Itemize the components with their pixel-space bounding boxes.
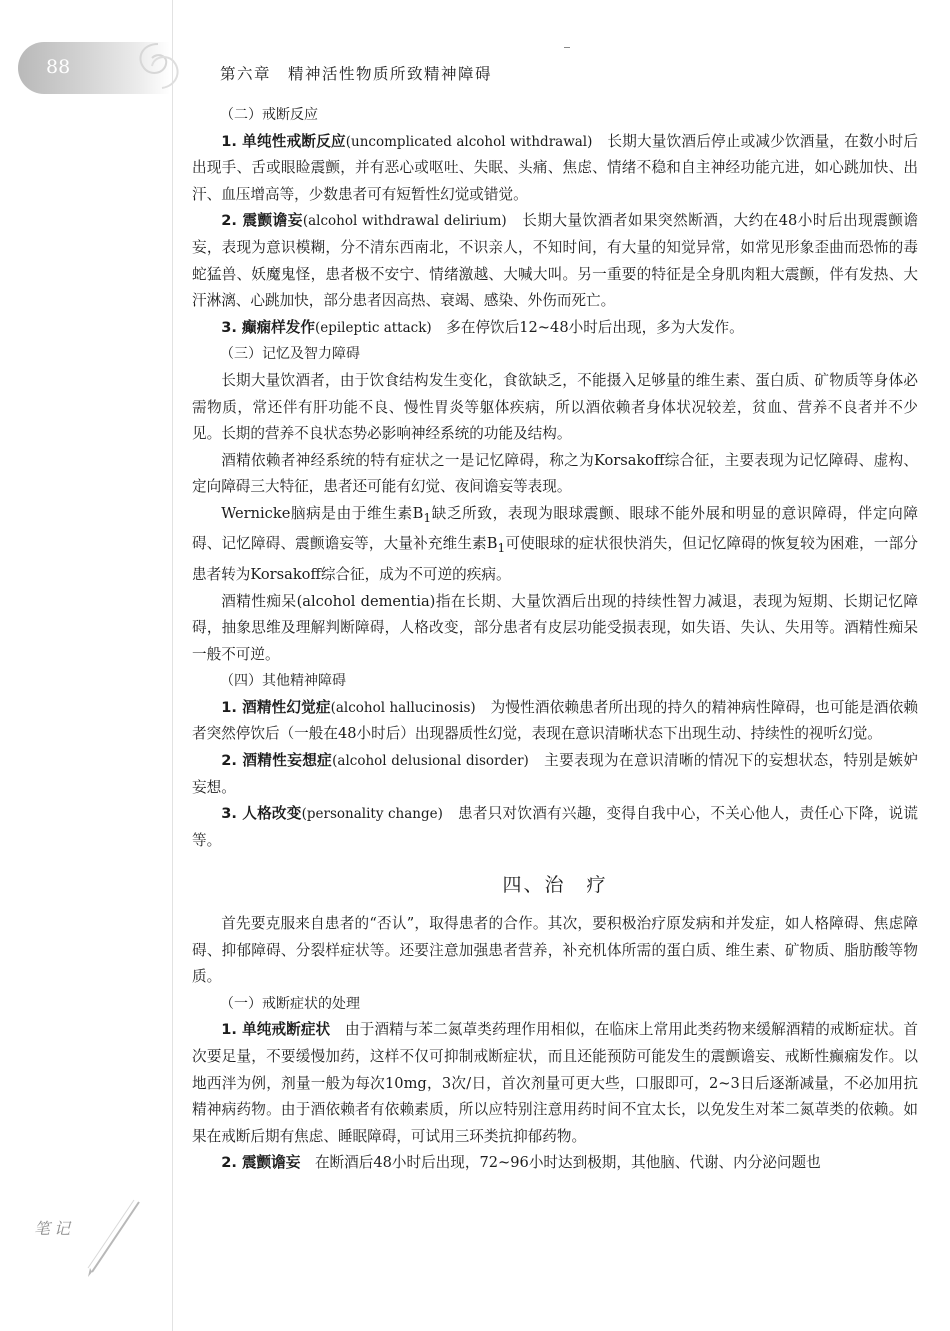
english-term: (personality change)	[301, 806, 443, 823]
print-mark	[564, 47, 570, 48]
term-heading: 3. 癫痫样发作	[221, 318, 315, 336]
paragraph-dementia: 酒精性痴呆(alcohol dementia)指在长期、大量饮酒后出现的持续性智力减退，表现为短期、长期记忆障碍，抽象思维及理解判断障碍，人格改变，部分患者有皮层功能受损表现，如失语、失认、失用等。酒精性痴呆一般不可逆。	[192, 592, 918, 663]
paragraph-uncomplicated-withdrawal	[192, 129, 918, 209]
paragraph-text: 长期大量饮酒者如果突然断酒，大约在48小时后出现震颤谵妄，表现为意识模糊，分不清东西南北，不识亲人，不知时间，有大量的知觉异常，如常见形象歪曲而恐怖的毒蛇猛兽、妖魔鬼怪，患者极不安宁、情绪激越、大喊大叫。另一重要的特征是全身肌肉粗大震颤，伴有发热、大汗淋漓、心跳加快，部分患者因高热、衰竭、感染、外伤而死亡。	[192, 212, 918, 310]
swirl-ornament-icon	[128, 36, 188, 96]
subheading-other: （四）其他精神障碍	[220, 673, 346, 690]
paragraph-hallucinosis	[192, 695, 918, 748]
english-term: (alcohol hallucinosis)	[330, 699, 476, 716]
paragraph-text: 为慢性酒依赖患者所出现的持久的精神病性障碍，也可能是酒依赖者突然停饮后（一般在48小时后）出现器质性幻觉，表现在意识清晰状态下出现生动、持续性的视听幻觉。	[192, 698, 918, 743]
paragraph-korsakoff: 酒精依赖者神经系统的特有症状之一是记忆障碍，称之为Korsakoff综合征，主要表现为记忆障碍、虚构、定向障碍三大特征，患者还可能有幻觉、夜间谵妄等表现。	[192, 451, 918, 496]
paragraph-text: 多在停饮后12~48小时后出现，多为大发作。	[446, 318, 744, 336]
paragraph-text: 长期大量饮酒后停止或减少饮酒量，在数小时后出现手、舌或眼睑震颤，并有恶心或呕吐、失眠、头痛、焦虑、情绪不稳和自主神经功能亢进，如心跳加快、出汗、血压增高等，少数患者可有短暂性幻觉或错觉。	[192, 132, 918, 203]
term-heading: 1. 酒精性幻觉症	[221, 698, 331, 716]
english-term: (epileptic attack)	[314, 319, 432, 336]
paragraph-delusional	[192, 748, 918, 801]
english-term: (alcohol withdrawal delirium)	[302, 213, 507, 230]
term-heading: 1. 单纯性戒断反应	[221, 132, 346, 150]
paragraph-delirium	[192, 208, 918, 314]
paragraph-personality	[192, 801, 918, 854]
term-heading: 2. 震颤谵妄	[221, 1154, 301, 1172]
subheading-memory: （三）记忆及智力障碍	[220, 346, 360, 363]
paragraph-text: 患者只对饮酒有兴趣，变得自我中心，不关心他人，责任心下降，说谎等。	[192, 805, 918, 849]
term-heading: 1. 单纯戒断症状	[221, 1021, 331, 1039]
paragraph-text: 在断酒后48小时后出现，72~96小时达到极期，其他脑、代谢、内分泌问题也	[314, 1154, 821, 1172]
paragraph-delirium-treatment	[192, 1150, 918, 1177]
pen-icon	[84, 1198, 144, 1278]
page-number: 88	[46, 56, 71, 78]
section-title: 四、治 疗	[502, 874, 608, 897]
english-term: (alcohol delusional disorder)	[332, 753, 529, 770]
margin-rule	[172, 0, 173, 1331]
paragraph-text: 主要表现为在意识清晰的情况下的妄想状态，特别是嫉妒妄想。	[192, 752, 918, 796]
notes-label: 笔记	[34, 1219, 75, 1238]
paragraph-text: 由于酒精与苯二氮䓬类药理作用相似，在临床上常用此类药物来缓解酒精的戒断症状。首次要足量，不要缓慢加药，这样不仅可抑制戒断症状，而且还能预防可能发生的震颤谵妄、戒断性癫痫发作。以地西泮为例，剂量一般为每次10mg，3次/日，首次剂量可更大些，口服即可，2~3日后逐渐减量，不必加用抗精神病药物。由于酒依赖者有依赖素质，所以应特别注意用药时间不宜太长，以免发生对苯二氮䓬类的依赖。如果在戒断后期有焦虑、睡眠障碍，可试用三环类抗抑郁药物。	[192, 1021, 918, 1145]
paragraph-wernicke: Wernicke脑病是由于维生素$B_1$缺乏所致，表现为眼球震颤、眼球不能外展和明显的意识障碍，伴定向障碍、记忆障碍、震颤谵妄等，大量补充维生素$B_1$可使眼球的症状很快消失，但记忆障碍的恢复较为困难，一部分患者转为Korsakoff综合征，成为不可逆的疾病。	[192, 504, 918, 583]
subheading-treatment: （一）戒断症状的处理	[220, 995, 360, 1012]
term-heading: 2. 酒精性妄想症	[221, 752, 333, 770]
term-heading: 3. 人格改变	[221, 805, 302, 823]
paragraph-treatment-intro: 首先要克服来自患者的“否认”，取得患者的合作。其次，要积极治疗原发病和并发症，如人格障碍、焦虑障碍、抑郁障碍、分裂样症状等。还要注意加强患者营养，补充机体所需的蛋白质、维生素、矿物质、脂肪酸等物质。	[192, 915, 918, 986]
page-content	[192, 102, 918, 1177]
english-term: (uncomplicated alcohol withdrawal)	[345, 133, 593, 150]
subheading-withdrawal: （二）戒断反应	[220, 107, 318, 123]
paragraph-simple-withdrawal	[192, 1017, 918, 1150]
term-heading: 2. 震颤谵妄	[221, 212, 303, 230]
paragraph-nutrition: 长期大量饮酒者，由于饮食结构发生变化，食欲缺乏，不能摄入足够量的维生素、蛋白质、矿物质等身体必需物质，常还伴有肝功能不良、慢性胃炎等躯体疾病，所以酒依赖者身体状况较差，贫血、营养不良者并不少见。长期的营养不良状态势必影响神经系统的功能及结构。	[192, 371, 918, 443]
chapter-title: 第六章 精神活性物质所致精神障碍	[220, 65, 493, 83]
paragraph-epileptic	[192, 315, 918, 342]
